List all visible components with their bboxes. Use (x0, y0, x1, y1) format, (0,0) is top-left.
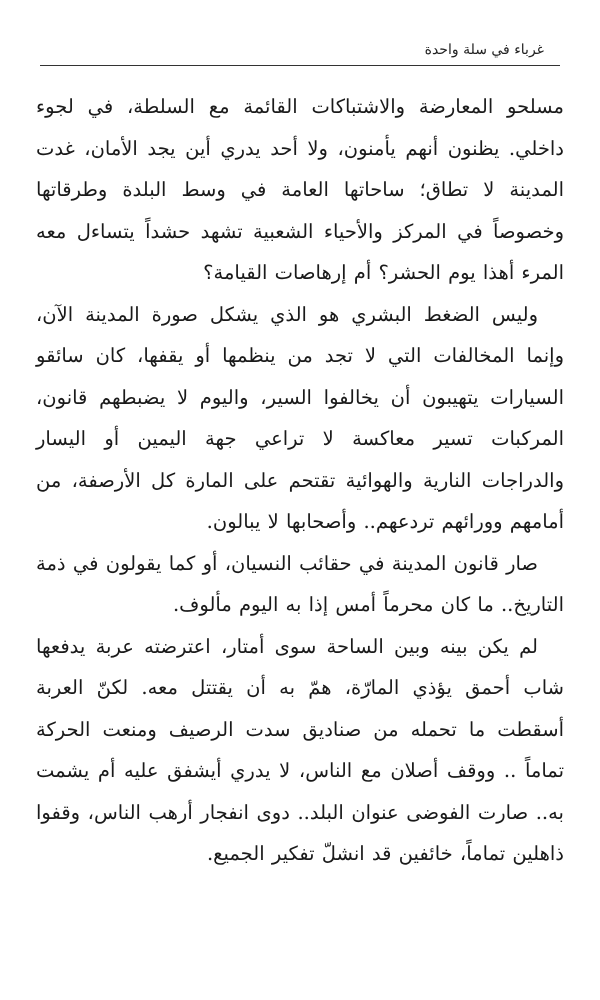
paragraph-4: لم يكن بينه وبين الساحة سوى أمتار، اعترضته عربة يدفعها شاب أحمق يؤذي المارّة، همّ به أن يقتتل معه. لكنّ العربة أسقطت ما تحمله من صناديق سدت الرصيف ومنعت الحركة تماماً .. ووقف أصلان مع الناس، لا يدري أيشفق عليه أم يشمت به.. صارت الفوضى عنوان البلد.. دوى انفجار أرهب الناس، وقفوا ذاهلين تماماً، خائفين قد انشلّ تفكير الجميع. (36, 634, 564, 865)
running-header: غرباء في سلة واحدة (424, 42, 544, 58)
header-rule (40, 65, 560, 66)
paragraph-1: مسلحو المعارضة والاشتباكات القائمة مع السلطة، في لجوء داخلي. يظنون أنهم يأمنون، ولا أحد يدري أين يجد الأمان، غدت المدينة لا تطاق؛ ساحاتها العامة في وسط البلدة وطرقاتها وخصوصاً في المركز والأحياء الشعبية تشهد حشداً يتساءل معه المرء أهذا يوم الحشر؟ أم إرهاصات القيامة؟ (36, 95, 564, 284)
paragraph-2: وليس الضغط البشري هو الذي يشكل صورة المدينة الآن، وإنما المخالفات التي لا تجد من ينظمها أو يقفها، كان سائقو السيارات يتهيبون أن يخالفوا السير، واليوم لا يضبطهم قانون، المركبات تسير معاكسة لا تراعي جهة اليمين أو اليسار والدراجات النارية والهوائية تقتحم على المارة كل الأرصفة، من أمامهم وورائهم تردعهم.. وأصحابها لا يبالون. (36, 302, 564, 533)
paragraph-3: صار قانون المدينة في حقائب النسيان، أو كما يقولون في ذمة التاريخ.. ما كان محرماً أمس إذا به اليوم مألوف. (36, 551, 564, 616)
body-text (36, 86, 564, 875)
